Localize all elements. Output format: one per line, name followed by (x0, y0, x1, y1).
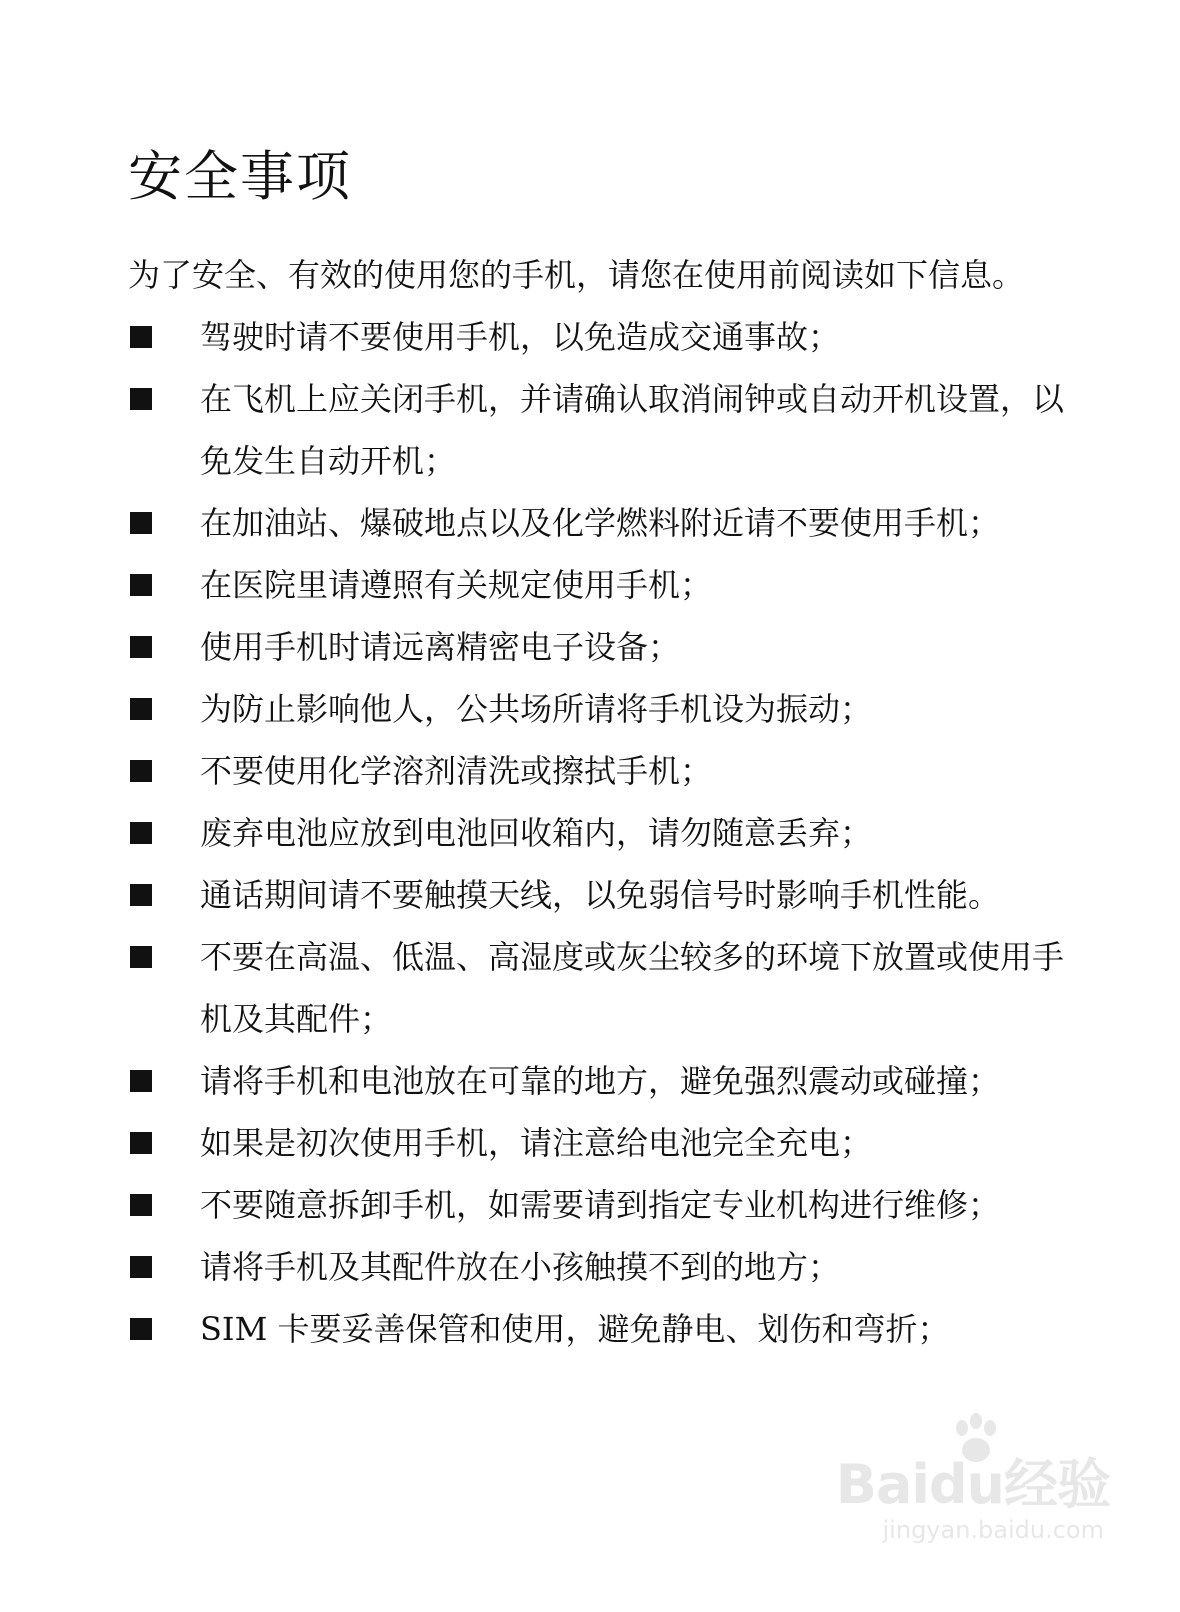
list-item (128, 554, 1088, 616)
list-item (128, 1298, 1088, 1360)
list-item-text: 如果是初次使用手机，请注意给电池完全充电； (200, 1124, 873, 1162)
list-item-text: 不要使用化学溶剂清洗或擦拭手机； (200, 752, 713, 790)
watermark-logo-text: Baidu经验 (835, 1453, 1110, 1516)
list-item (128, 492, 1088, 554)
list-item (128, 740, 1088, 802)
square-bullet-icon (130, 822, 152, 844)
document-page (128, 140, 1088, 1360)
square-bullet-icon (130, 574, 152, 596)
list-item (128, 802, 1088, 864)
list-item (128, 306, 1088, 368)
list-item (128, 1050, 1088, 1112)
list-item (128, 1174, 1088, 1236)
list-item (128, 616, 1088, 678)
square-bullet-icon (130, 326, 152, 348)
square-bullet-icon (130, 884, 152, 906)
safety-list (128, 306, 1088, 1360)
list-item-text: 在加油站、爆破地点以及化学燃料附近请不要使用手机； (200, 504, 1001, 542)
list-item-text: 不要在高温、低温、高湿度或灰尘较多的环境下放置或使用手机及其配件； (200, 938, 1065, 1038)
square-bullet-icon (130, 512, 152, 534)
list-item (128, 1112, 1088, 1174)
square-bullet-icon (130, 946, 152, 968)
list-item (128, 864, 1088, 926)
list-item (128, 368, 1088, 492)
list-item (128, 926, 1088, 1050)
list-item-text: 在医院里请遵照有关规定使用手机； (200, 566, 713, 604)
square-bullet-icon (130, 1132, 152, 1154)
list-item-text: 不要随意拆卸手机，如需要请到指定专业机构进行维修； (200, 1186, 1001, 1224)
watermark-url: jingyan.baidu.com (882, 1516, 1104, 1544)
list-item-text: 请将手机及其配件放在小孩触摸不到的地方； (200, 1248, 841, 1286)
list-item-text: 驾驶时请不要使用手机，以免造成交通事故； (200, 318, 841, 356)
square-bullet-icon (130, 1194, 152, 1216)
baidu-watermark (820, 1412, 1110, 1562)
square-bullet-icon (130, 388, 152, 410)
square-bullet-icon (130, 1070, 152, 1092)
list-item-text: 为防止影响他人，公共场所请将手机设为振动； (200, 690, 873, 728)
square-bullet-icon (130, 636, 152, 658)
list-item-text: 在飞机上应关闭手机，并请确认取消闹钟或自动开机设置，以免发生自动开机； (200, 380, 1065, 480)
square-bullet-icon (130, 1256, 152, 1278)
list-item (128, 678, 1088, 740)
list-item-text: SIM 卡要妥善保管和使用，避免静电、划伤和弯折； (200, 1310, 950, 1348)
list-item-text: 请将手机和电池放在可靠的地方，避免强烈震动或碰撞； (200, 1062, 1001, 1100)
square-bullet-icon (130, 1318, 152, 1340)
list-item (128, 1236, 1088, 1298)
square-bullet-icon (130, 760, 152, 782)
list-item-text: 使用手机时请远离精密电子设备； (200, 628, 681, 666)
intro-paragraph: 为了安全、有效的使用您的手机，请您在使用前阅读如下信息。 (128, 256, 1025, 294)
list-item-text: 废弃电池应放到电池回收箱内，请勿随意丢弃； (200, 814, 873, 852)
square-bullet-icon (130, 698, 152, 720)
page-title: 安全事项 (128, 145, 352, 208)
list-item-text: 通话期间请不要触摸天线，以免弱信号时影响手机性能。 (200, 876, 1001, 914)
